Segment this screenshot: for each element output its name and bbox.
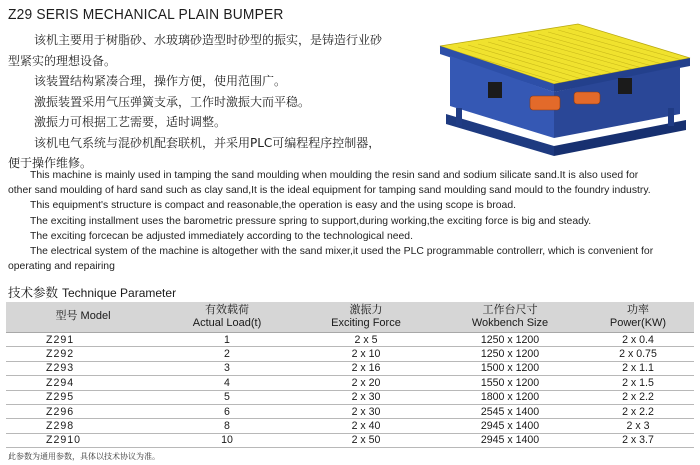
table-row <box>6 433 694 447</box>
en-paragraph: This machine is mainly used in tamping the sand moulding when moulding the resin sand and sodium silicate sand.It is also used for <box>30 170 639 181</box>
header-size <box>438 302 582 333</box>
table-row <box>6 390 694 404</box>
air-spring <box>488 82 502 98</box>
cn-paragraph: 该机主要用于树脂砂、水玻璃砂造型时砂型的振实，是铸造行业砂 <box>34 33 383 47</box>
header-model <box>6 302 160 333</box>
header-load-cn: 有效载荷 <box>205 303 249 316</box>
header-model-cn: 型号 <box>55 310 78 323</box>
header-load-en: Actual Load(t) <box>192 316 262 329</box>
cell-load: 5 <box>160 390 294 404</box>
air-spring <box>618 78 632 94</box>
cell-model: Z291 <box>6 333 160 347</box>
cell-model: Z2910 <box>6 433 160 447</box>
cn-paragraph: 便于操作维修。 <box>8 156 93 170</box>
cell-power: 2 x 2.2 <box>582 390 694 404</box>
footnote: 此参数为通用参数，具体以技术协议为准。 <box>8 452 160 461</box>
cell-force: 2 x 30 <box>294 404 438 418</box>
cell-model: Z295 <box>6 390 160 404</box>
english-description <box>8 168 694 274</box>
header-power-cn: 功率 <box>627 303 649 316</box>
cell-power: 2 x 0.75 <box>582 347 694 361</box>
cell-force: 2 x 40 <box>294 419 438 433</box>
header-force <box>294 302 438 333</box>
header-force-cn: 激振力 <box>349 303 383 316</box>
cn-paragraph: 激振力可根据工艺需要，适时调整。 <box>34 115 227 129</box>
bumper-machine-image <box>428 22 696 160</box>
cell-force: 2 x 5 <box>294 333 438 347</box>
cell-power: 2 x 3.7 <box>582 433 694 447</box>
cell-size: 1800 x 1200 <box>438 390 582 404</box>
cell-power: 2 x 1.1 <box>582 361 694 375</box>
cell-size: 2545 x 1400 <box>438 404 582 418</box>
en-paragraph: other sand moulding of hard sand such as clay sand,It is the ideal equipment for tamping sand moulding sand mould to the foundry industry. <box>8 185 651 197</box>
exciter-motor-2 <box>574 92 600 104</box>
en-paragraph: The electrical system of the machine is altogether with the sand mixer,it used the PLC programmable controllerr, which is convenient for <box>30 246 654 258</box>
header-load <box>160 302 294 333</box>
cell-load: 1 <box>160 333 294 347</box>
header-size-cn: 工作台尺寸 <box>482 303 538 316</box>
cell-size: 1250 x 1200 <box>438 333 582 347</box>
cell-model: Z292 <box>6 347 160 361</box>
params-heading-en: Technique Parameter <box>62 286 177 300</box>
cell-size: 2945 x 1400 <box>438 433 582 447</box>
cell-model: Z294 <box>6 376 160 390</box>
cell-force: 2 x 16 <box>294 361 438 375</box>
cell-force: 2 x 30 <box>294 390 438 404</box>
cell-force: 2 x 50 <box>294 433 438 447</box>
params-heading <box>8 283 176 301</box>
cell-load: 3 <box>160 361 294 375</box>
cell-model: Z296 <box>6 404 160 418</box>
exciter-motor <box>530 96 560 110</box>
parameter-table <box>6 302 694 448</box>
header-force-en: Exciting Force <box>331 316 401 329</box>
cell-load: 4 <box>160 376 294 390</box>
table-row <box>6 419 694 433</box>
cell-load: 8 <box>160 419 294 433</box>
cn-paragraph: 型紧实的理想设备。 <box>8 53 117 68</box>
en-paragraph: The exciting installment uses the barometric pressure spring to support,during working,the exciting force is big and steady. <box>30 215 592 227</box>
cell-size: 2945 x 1400 <box>438 419 582 433</box>
cell-size: 1500 x 1200 <box>438 361 582 375</box>
cn-paragraph: 该机电气系统与混砂机配套联机，并采用PLC可编程程序控制器， <box>34 135 381 150</box>
cn-paragraph: 激振装置采用气压弹簧支承，工作时激振大而平稳。 <box>34 94 311 109</box>
cell-load: 2 <box>160 347 294 361</box>
table-row <box>6 361 694 375</box>
header-model-en: Model <box>80 310 111 323</box>
cell-size: 1250 x 1200 <box>438 347 582 361</box>
table-header-row <box>6 302 694 333</box>
cn-paragraph: 该装置结构紧凑合理，操作方便，使用范围广。 <box>34 74 287 88</box>
table-row <box>6 404 694 418</box>
header-power <box>582 302 694 333</box>
cell-model: Z298 <box>6 419 160 433</box>
en-paragraph: This equipment's structure is compact and reasonable,the operation is easy and the using scope is broad. <box>30 200 517 212</box>
header-size-en: Wokbench Size <box>471 316 549 329</box>
cell-power: 2 x 0.4 <box>582 333 694 347</box>
en-paragraph: operating and repairing <box>8 261 115 273</box>
params-heading-cn: 技术参数 <box>8 285 59 300</box>
table-row <box>6 333 694 347</box>
cell-power: 2 x 2.2 <box>582 404 694 418</box>
cell-power: 2 x 1.5 <box>582 376 694 390</box>
page-title: Z29 SERIS MECHANICAL PLAIN BUMPER <box>8 6 284 23</box>
header-power-en: Power(KW) <box>609 316 667 329</box>
cell-force: 2 x 10 <box>294 347 438 361</box>
cell-power: 2 x 3 <box>582 419 694 433</box>
cell-size: 1550 x 1200 <box>438 376 582 390</box>
chinese-description <box>8 30 428 174</box>
en-paragraph: The exciting forcecan be adjusted immediately according to the technological need. <box>30 230 413 242</box>
cell-load: 6 <box>160 404 294 418</box>
table-row <box>6 376 694 390</box>
cell-force: 2 x 20 <box>294 376 438 390</box>
cell-model: Z293 <box>6 361 160 375</box>
cell-load: 10 <box>160 433 294 447</box>
table-row <box>6 347 694 361</box>
